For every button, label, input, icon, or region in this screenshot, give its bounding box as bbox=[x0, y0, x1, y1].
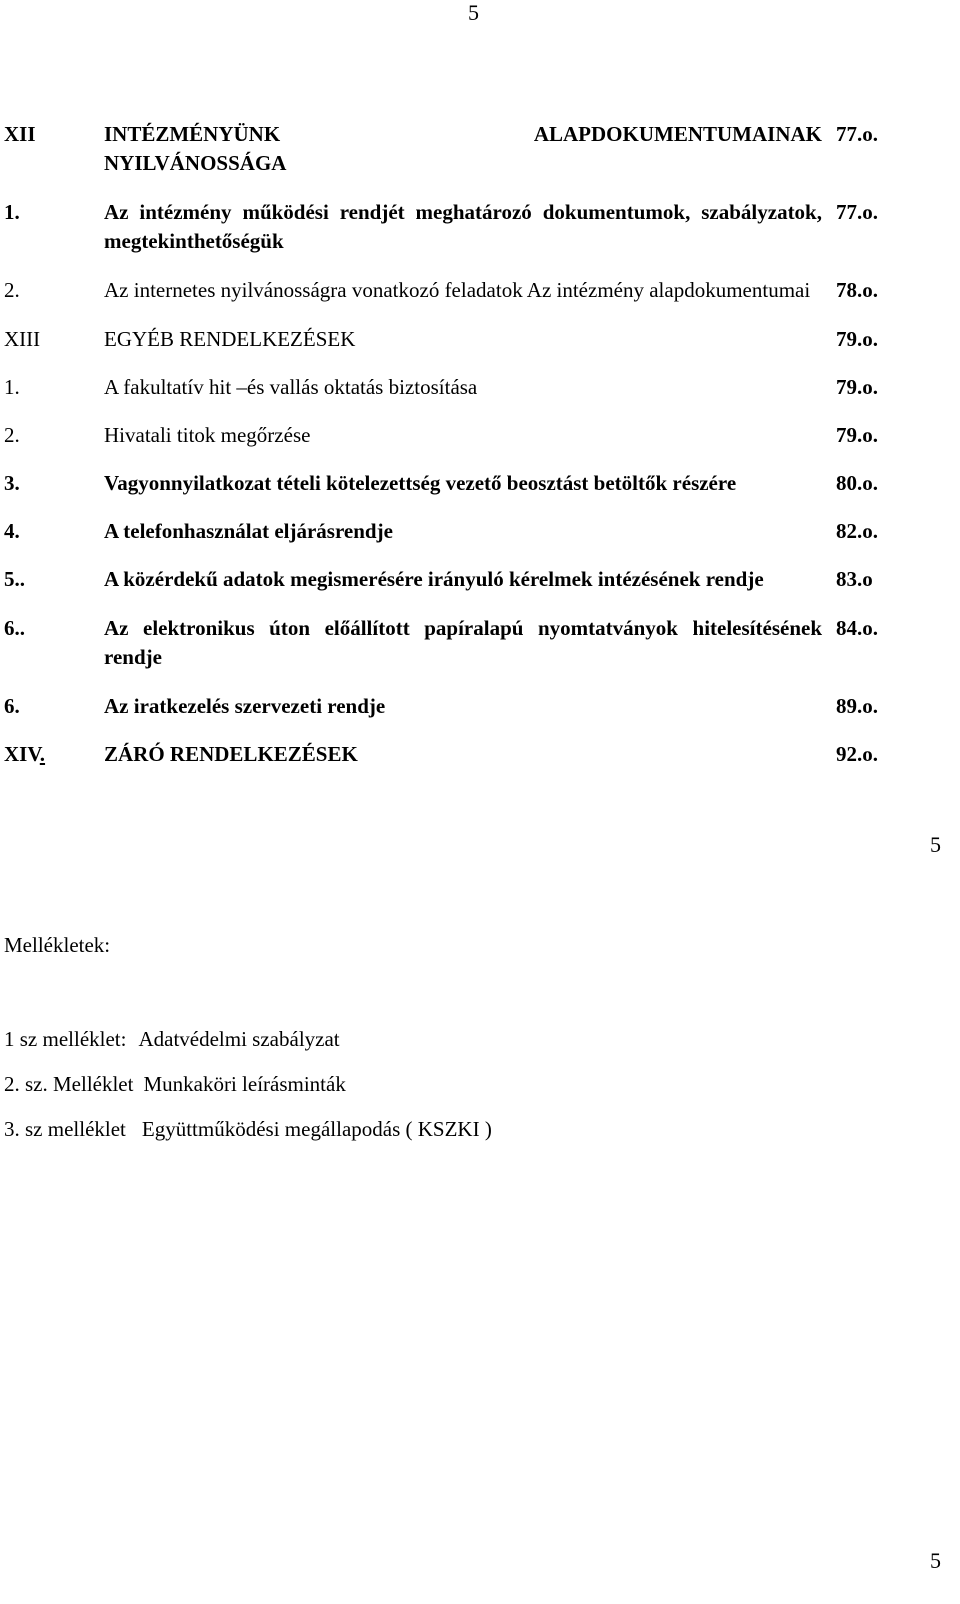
page-number-side: 5 bbox=[930, 832, 941, 857]
toc-entry-page: 77.o. bbox=[836, 122, 878, 146]
toc-entry-page: 78.o. bbox=[836, 278, 878, 302]
toc-entry-title bbox=[104, 120, 836, 178]
toc-entry-title-line1 bbox=[104, 120, 822, 149]
toc-entry-number-text: 1. bbox=[4, 375, 20, 399]
toc-entry-number-text: 1. bbox=[4, 200, 20, 224]
toc-entry bbox=[0, 565, 900, 594]
toc-entry-number-text: XII bbox=[4, 122, 36, 146]
toc-entry bbox=[0, 692, 900, 721]
toc-entry bbox=[0, 740, 900, 769]
toc-entry-number-text: XIV bbox=[4, 742, 40, 766]
attachment-label: 2. sz. Melléklet bbox=[4, 1072, 134, 1096]
toc-entry-number-text: 3. bbox=[4, 471, 20, 495]
toc-entry-title: Az intézmény működési rendjét meghatározó dokumentumok, szabályzatok, megtekinthetőségük bbox=[104, 200, 822, 253]
toc-entry-title: Az elektronikus úton előállított papíralapú nyomtatványok hitelesítésének rendje bbox=[104, 616, 822, 669]
toc-entry-title: A fakultatív hit –és vallás oktatás biztosítása bbox=[104, 375, 478, 399]
toc-entry-number bbox=[0, 469, 104, 498]
toc-entry bbox=[0, 120, 900, 178]
attachments-list bbox=[4, 1026, 492, 1161]
toc-entry-page: 80.o. bbox=[836, 471, 878, 495]
toc-entry-title-line2: NYILVÁNOSSÁGA bbox=[104, 151, 287, 175]
toc-entry-number bbox=[0, 421, 104, 450]
page-number-bottom: 5 bbox=[930, 1548, 941, 1573]
toc-entry-title: A telefonhasználat eljárásrendje bbox=[104, 519, 393, 543]
toc-entry-number-text: 6.. bbox=[4, 616, 25, 640]
attachments-heading: Mellékletek: bbox=[4, 933, 111, 957]
toc-entry-page: 79.o. bbox=[836, 423, 878, 447]
toc-entry-number bbox=[0, 325, 104, 354]
toc-entry-number bbox=[0, 517, 104, 546]
toc-entry-page: 77.o. bbox=[836, 200, 878, 224]
toc-entry bbox=[0, 517, 900, 546]
toc-entry-number bbox=[0, 276, 104, 305]
toc-entry-number bbox=[0, 120, 104, 149]
attachment-name: Együttműködési megállapodás ( KSZKI ) bbox=[141, 1117, 492, 1141]
toc-entry bbox=[0, 373, 900, 402]
toc-entry bbox=[0, 198, 900, 256]
toc-entry bbox=[0, 325, 900, 354]
toc-entry-title: Az iratkezelés szervezeti rendje bbox=[104, 694, 386, 718]
attachment-label: 1 sz melléklet: bbox=[4, 1027, 127, 1051]
toc-entry-title-right: ALAPDOKUMENTUMAINAK bbox=[533, 122, 822, 146]
toc-entry-number-dot: . bbox=[39, 742, 46, 766]
toc-entry-page: 92.o. bbox=[836, 742, 878, 766]
toc-entry-page: 83.o bbox=[836, 567, 873, 591]
toc-entry bbox=[0, 421, 900, 450]
toc-entry-title: ZÁRÓ RENDELKEZÉSEK bbox=[104, 742, 358, 766]
toc-entry-number bbox=[0, 373, 104, 402]
toc-entry-number-text: 2. bbox=[4, 278, 20, 302]
toc-entry-page: 82.o. bbox=[836, 519, 878, 543]
toc-entry-number bbox=[0, 692, 104, 721]
toc-entry-number bbox=[0, 565, 104, 594]
toc-entry-page: 79.o. bbox=[836, 327, 878, 351]
toc-entry-page: 89.o. bbox=[836, 694, 878, 718]
toc-entry-number-text: XIII bbox=[4, 327, 41, 351]
toc-entry-page: 79.o. bbox=[836, 375, 878, 399]
toc-entry-title: EGYÉB RENDELKEZÉSEK bbox=[104, 327, 356, 351]
toc-entry-title: Vagyonnyilatkozat tételi kötelezettség vezető beosztást betöltők részére bbox=[104, 471, 737, 495]
attachment-name: Adatvédelmi szabályzat bbox=[138, 1027, 340, 1051]
toc-entry-title-left: INTÉZMÉNYÜNK bbox=[104, 122, 281, 146]
toc-entry-page: 84.o. bbox=[836, 616, 878, 640]
toc-entry-number-text: 2. bbox=[4, 423, 20, 447]
toc-entry-number-text: 4. bbox=[4, 519, 20, 543]
toc-entry-number-text: 6. bbox=[4, 694, 20, 718]
attachment-item bbox=[4, 1026, 492, 1052]
toc-entry-number bbox=[0, 198, 104, 227]
attachment-item bbox=[4, 1071, 492, 1097]
toc-entry-title: Hivatali titok megőrzése bbox=[104, 423, 311, 447]
toc-entry-number bbox=[0, 740, 104, 769]
attachment-label: 3. sz melléklet bbox=[4, 1117, 126, 1141]
toc-entry bbox=[0, 469, 900, 498]
table-of-contents bbox=[0, 120, 900, 788]
toc-entry-title: A közérdekű adatok megismerésére irányuló kérelmek intézésének rendje bbox=[104, 567, 764, 591]
toc-entry bbox=[0, 276, 900, 305]
attachment-name: Munkaköri leírásminták bbox=[143, 1072, 346, 1096]
toc-entry-number-text: 5.. bbox=[4, 567, 25, 591]
toc-entry-number bbox=[0, 614, 104, 643]
toc-entry bbox=[0, 614, 900, 672]
toc-entry-title: Az internetes nyilvánosságra vonatkozó feladatok Az intézmény alapdokumentumai bbox=[104, 278, 811, 302]
attachment-item bbox=[4, 1116, 492, 1142]
page-number-top: 5 bbox=[468, 0, 479, 25]
